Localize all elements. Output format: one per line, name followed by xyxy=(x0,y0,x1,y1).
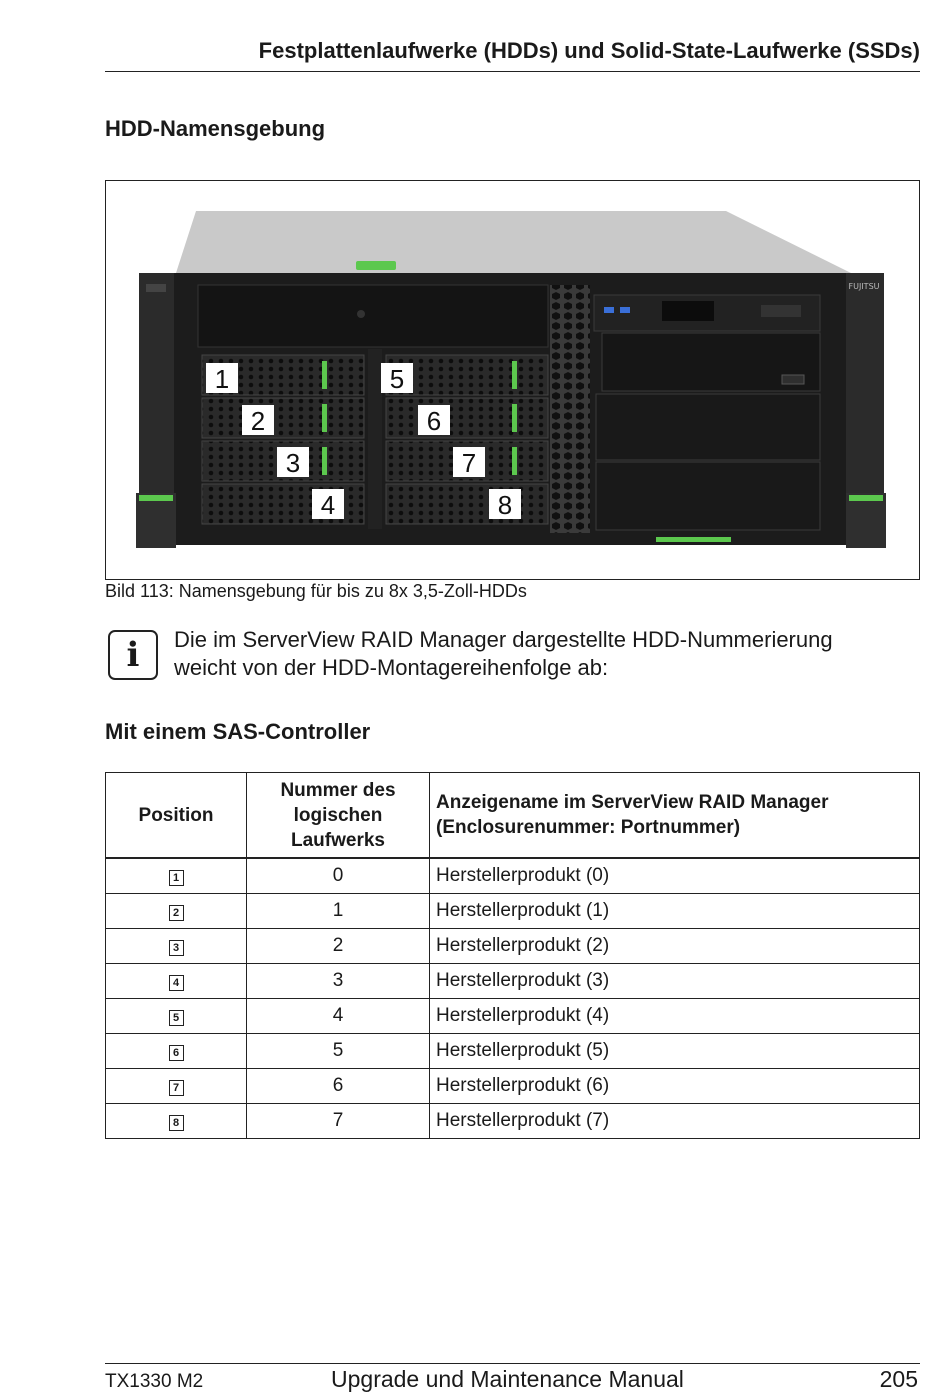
table-row xyxy=(106,1034,920,1069)
info-note-line-1: Die im ServerView RAID Manager dargestellte HDD-Nummerierung xyxy=(174,627,833,652)
display-name-cell: Herstellerprodukt (3) xyxy=(430,964,920,999)
logical-number-cell: 3 xyxy=(247,964,430,999)
position-box: 6 xyxy=(169,1045,184,1061)
footer-model: TX1330 M2 xyxy=(105,1371,204,1392)
bay-label-8: 8 xyxy=(497,490,513,520)
footer-manual-title: Upgrade und Maintenance Manual xyxy=(331,1366,684,1392)
table-row xyxy=(106,1104,920,1139)
position-box: 4 xyxy=(169,975,184,991)
position-cell xyxy=(106,858,247,894)
info-note xyxy=(174,626,914,682)
info-note-line-2: weicht von der HDD-Montagereihenfolge ab: xyxy=(174,655,609,680)
position-box: 2 xyxy=(169,905,184,921)
display-name-cell: Herstellerprodukt (1) xyxy=(430,894,920,929)
header-line: logischen xyxy=(293,804,383,826)
info-icon: i xyxy=(108,630,158,680)
display-name-cell: Herstellerprodukt (0) xyxy=(430,858,920,894)
bay-label-2: 2 xyxy=(250,406,266,436)
section-heading-sas: Mit einem SAS-Controller xyxy=(105,719,371,744)
header-line: Laufwerks xyxy=(291,829,385,851)
position-cell xyxy=(106,1069,247,1104)
table-row xyxy=(106,894,920,929)
running-header: Festplattenlaufwerke (HDDs) und Solid-State-Laufwerke (SSDs) xyxy=(258,38,920,63)
figure-caption: Bild 113: Namensgebung für bis zu 8x 3,5-Zoll-HDDs xyxy=(105,581,527,601)
header-rule xyxy=(105,71,920,72)
brand-logo: FUJITSU xyxy=(848,282,880,291)
position-box: 1 xyxy=(169,870,184,886)
position-cell xyxy=(106,929,247,964)
position-box: 7 xyxy=(169,1080,184,1096)
display-name-cell: Herstellerprodukt (2) xyxy=(430,929,920,964)
position-cell xyxy=(106,894,247,929)
table-row xyxy=(106,858,920,894)
position-box: 8 xyxy=(169,1115,184,1131)
position-cell xyxy=(106,999,247,1034)
logical-number-cell: 4 xyxy=(247,999,430,1034)
server-figure xyxy=(105,180,920,580)
header-line: Nummer des xyxy=(280,779,396,801)
bay-label-3: 3 xyxy=(285,448,301,478)
display-name-cell: Herstellerprodukt (5) xyxy=(430,1034,920,1069)
logical-number-cell: 2 xyxy=(247,929,430,964)
header-line: Anzeigename im ServerView RAID Manager xyxy=(436,792,829,813)
column-header-logical-drive xyxy=(247,773,430,859)
bay-label-6: 6 xyxy=(426,406,442,436)
position-cell xyxy=(106,964,247,999)
page-number: 205 xyxy=(879,1366,918,1392)
section-heading-naming: HDD-Namensgebung xyxy=(105,116,326,141)
bay-label-5: 5 xyxy=(389,364,405,394)
display-name-cell: Herstellerprodukt (6) xyxy=(430,1069,920,1104)
bay-label-1: 1 xyxy=(214,364,230,394)
column-header-position: Position xyxy=(106,773,247,859)
footer-rule xyxy=(105,1363,920,1364)
logical-number-cell: 6 xyxy=(247,1069,430,1104)
table-header-row xyxy=(106,773,920,859)
table-row xyxy=(106,929,920,964)
display-name-cell: Herstellerprodukt (7) xyxy=(430,1104,920,1139)
position-box: 3 xyxy=(169,940,184,956)
logical-number-cell: 7 xyxy=(247,1104,430,1139)
drive-mapping-table xyxy=(105,772,920,1139)
logical-number-cell: 1 xyxy=(247,894,430,929)
position-cell xyxy=(106,1034,247,1069)
table-row xyxy=(106,964,920,999)
position-box: 5 xyxy=(169,1010,184,1026)
display-name-cell: Herstellerprodukt (4) xyxy=(430,999,920,1034)
column-header-display-name xyxy=(430,773,920,859)
server-front-illustration xyxy=(106,181,919,579)
logical-number-cell: 5 xyxy=(247,1034,430,1069)
logical-number-cell: 0 xyxy=(247,858,430,894)
table-row xyxy=(106,1069,920,1104)
header-line: (Enclosurenummer: Portnummer) xyxy=(436,817,741,838)
table-row xyxy=(106,999,920,1034)
bay-label-7: 7 xyxy=(461,448,477,478)
bay-label-4: 4 xyxy=(320,490,336,520)
position-cell xyxy=(106,1104,247,1139)
